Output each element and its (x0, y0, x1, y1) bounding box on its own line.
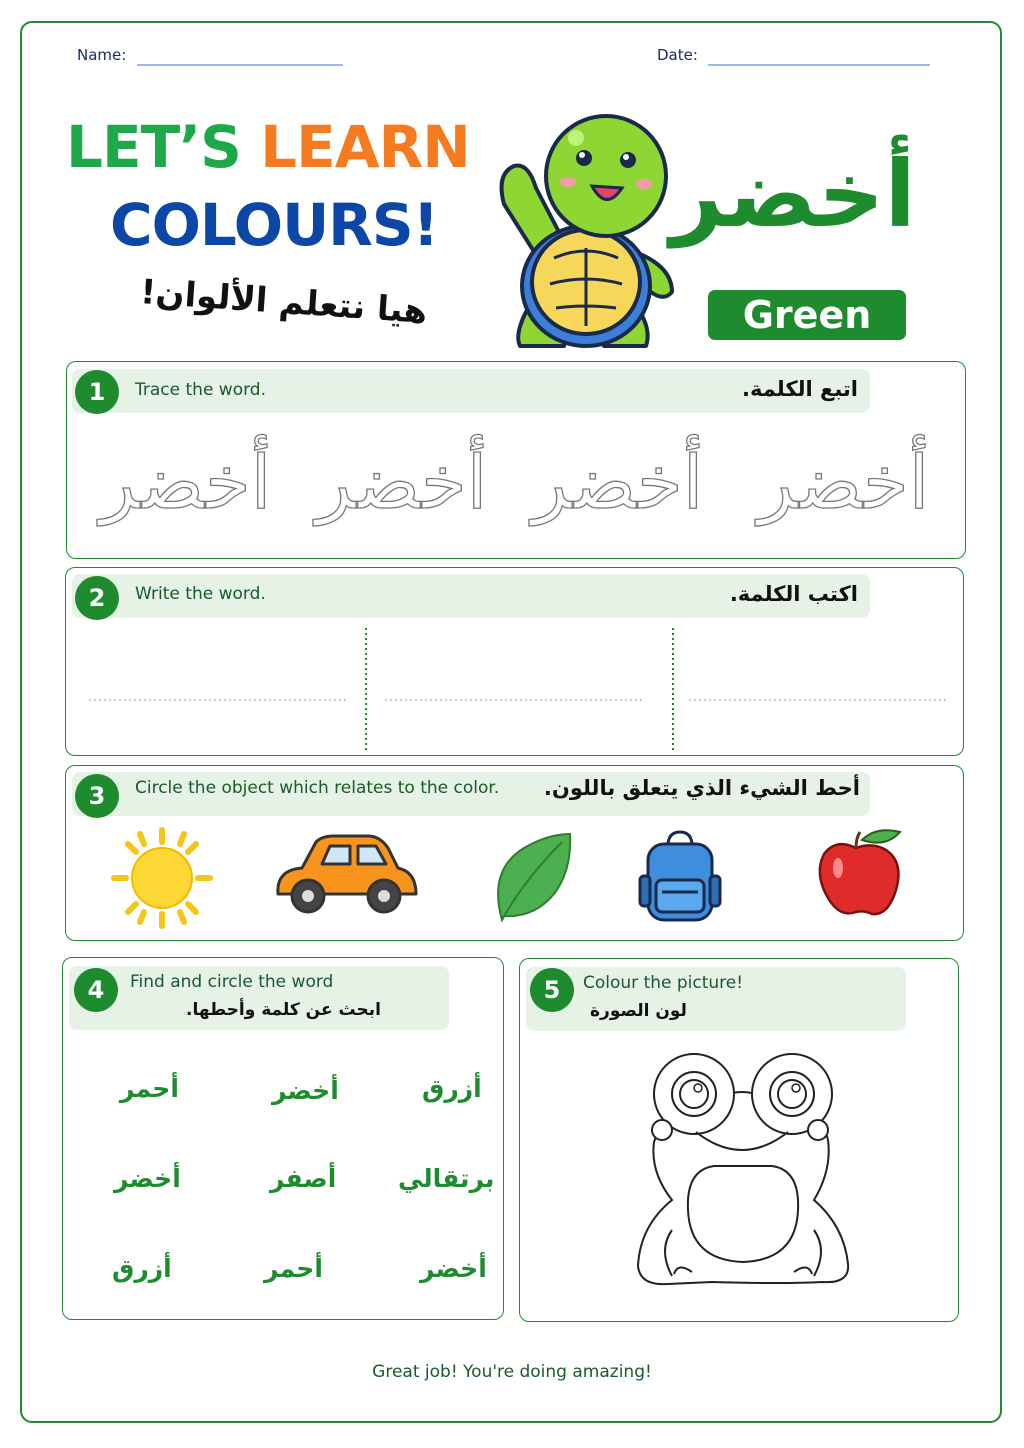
car-icon[interactable] (272, 832, 420, 918)
grid-word[interactable]: أصفر (270, 1164, 337, 1193)
write-box-1[interactable] (89, 660, 347, 720)
apple-icon[interactable] (816, 826, 904, 918)
section-3-instruction-ar: أحط الشيء الذي يتعلق باللون. (543, 776, 860, 800)
section-2-instruction-en: Write the word. (135, 584, 266, 604)
section-4-instruction-ar: ابحث عن كلمة وأحطها. (186, 1000, 381, 1020)
section-1-instruction-en: Trace the word. (135, 380, 266, 400)
date-field[interactable] (708, 64, 930, 66)
title-lets: LET’S (66, 113, 261, 181)
section-3-instruction-en: Circle the object which relates to the color. (135, 778, 500, 798)
section-4-instruction-en: Find and circle the word (130, 972, 334, 992)
grid-word[interactable]: أزرق (422, 1074, 482, 1103)
title-learn: LEARN (260, 113, 470, 181)
write-box-3[interactable] (689, 660, 947, 720)
write-box-2[interactable] (385, 660, 643, 720)
section-5-number: 5 (530, 968, 574, 1012)
grid-word[interactable]: أخضر (420, 1254, 487, 1283)
section-3-number: 3 (75, 774, 119, 818)
trace-word-3: أخضر (532, 440, 704, 526)
title-colours: COLOURS! (110, 191, 439, 259)
grid-word[interactable]: أخضر (272, 1076, 339, 1105)
sun-icon[interactable] (110, 826, 214, 930)
grid-word[interactable]: أخضر (114, 1164, 181, 1193)
section-1-number: 1 (75, 370, 119, 414)
title-line-1 (66, 112, 470, 182)
date-label: Date: (657, 46, 698, 64)
leaf-icon[interactable] (494, 830, 574, 924)
grid-word[interactable]: أحمر (264, 1254, 323, 1283)
section-4-number: 4 (74, 968, 118, 1012)
grid-word[interactable]: أزرق (112, 1254, 172, 1283)
name-label: Name: (77, 46, 127, 64)
section-2-number: 2 (75, 576, 119, 620)
section-5-instruction-ar: لون الصورة (590, 1001, 687, 1021)
frog-outline-icon[interactable] (632, 1050, 854, 1296)
section-1-instruction-ar: اتبع الكلمة. (742, 377, 858, 401)
arabic-subtitle: هيا نتعلم الألوان! (138, 272, 429, 332)
color-word-arabic: أخضر (670, 141, 916, 248)
trace-word-1: أخضر (100, 440, 272, 526)
section-5-instruction-en: Colour the picture! (583, 973, 744, 993)
trace-word-2: أخضر (316, 440, 488, 526)
color-word-english: Green (708, 290, 906, 340)
trace-word-4: أخضر (758, 440, 930, 526)
footer-message: Great job! You're doing amazing! (372, 1362, 652, 1382)
turtle-mascot-icon (494, 108, 680, 354)
backpack-icon[interactable] (638, 830, 722, 922)
section-2-instruction-ar: اكتب الكلمة. (729, 582, 858, 606)
name-field[interactable] (137, 64, 343, 66)
grid-word[interactable]: أحمر (120, 1074, 179, 1103)
grid-word[interactable]: برتقالي (398, 1164, 495, 1193)
